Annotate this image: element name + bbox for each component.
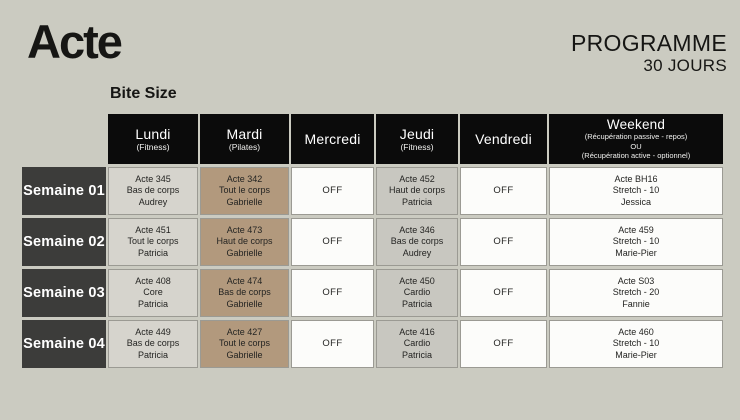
header-jeudi <box>376 114 458 164</box>
cell-line-2: Gabrielle <box>226 196 263 207</box>
header-sublabel-weekend-1: OU <box>630 141 642 151</box>
cell-line-0: Acte S03 <box>617 275 655 286</box>
cell-line-2: Audrey <box>402 247 432 258</box>
header-sublabel-weekend-0: (Récupération passive - repos) <box>584 132 688 142</box>
section-title: Bite Size <box>110 85 177 102</box>
cell-line-0: Acte BH16 <box>614 173 658 184</box>
header-lundi <box>108 114 198 164</box>
cell-row3-mardi <box>200 269 289 317</box>
cell-line-0: OFF <box>322 236 343 248</box>
cell-line-1: Tout le corps <box>218 338 271 349</box>
program-title-line2: 30 JOURS <box>643 56 727 75</box>
cell-row4-mercredi <box>291 320 374 368</box>
cell-line-0: Acte 345 <box>135 173 171 184</box>
header-label-weekend: Weekend <box>606 117 666 133</box>
header-label-jeudi: Jeudi <box>399 125 435 142</box>
cell-line-1: Bas de corps <box>126 338 180 349</box>
cell-row2-lundi <box>108 218 198 266</box>
header-label-lundi: Lundi <box>135 125 171 142</box>
cell-line-1: Stretch - 20 <box>612 287 660 298</box>
cell-line-2: Jessica <box>620 196 651 207</box>
program-title <box>571 30 727 75</box>
cell-row2-mardi <box>200 218 289 266</box>
cell-line-1: Tout le corps <box>127 236 179 247</box>
header-sublabel-jeudi-0: (Fitness) <box>400 141 434 152</box>
cell-line-2: Fannie <box>622 298 650 309</box>
program-title-line1: PROGRAMME <box>570 30 727 56</box>
cell-row3-jeudi <box>376 269 458 317</box>
cell-row4-jeudi <box>376 320 458 368</box>
header-sublabel-mardi-0: (Pilates) <box>228 141 261 152</box>
cell-line-0: Acte 452 <box>399 173 435 184</box>
cell-row3-vendredi <box>460 269 547 317</box>
header-label-mercredi: Mercredi <box>304 131 361 147</box>
cell-line-2: Gabrielle <box>226 349 263 360</box>
header-label-mardi: Mardi <box>226 125 263 142</box>
cell-line-0: Acte 408 <box>135 275 171 286</box>
week-label-row4: Semaine 04 <box>22 320 106 368</box>
cell-line-1: Stretch - 10 <box>612 338 660 349</box>
cell-row1-lundi <box>108 167 198 215</box>
week-label-row3: Semaine 03 <box>22 269 106 317</box>
cell-line-1: Bas de corps <box>126 185 180 196</box>
cell-line-2: Marie-Pier <box>615 247 657 258</box>
cell-line-0: Acte 451 <box>135 224 171 235</box>
cell-line-0: OFF <box>322 338 343 350</box>
cell-line-2: Audrey <box>138 196 168 207</box>
header-label-vendredi: Vendredi <box>475 131 532 147</box>
cell-line-1: Haut de corps <box>388 185 446 196</box>
cell-line-0: Acte 459 <box>618 224 654 235</box>
cell-line-0: Acte 342 <box>226 173 263 184</box>
cell-line-2: Patricia <box>137 298 168 309</box>
cell-row2-mercredi <box>291 218 374 266</box>
week-label-row1: Semaine 01 <box>22 167 106 215</box>
cell-line-0: Acte 449 <box>135 326 171 337</box>
cell-line-0: Acte 416 <box>399 326 435 337</box>
cell-line-0: Acte 473 <box>226 224 263 235</box>
cell-line-2: Patricia <box>401 349 432 360</box>
cell-line-2: Gabrielle <box>226 247 263 258</box>
cell-line-0: OFF <box>322 287 343 299</box>
header-mercredi <box>291 114 374 164</box>
cell-line-2: Marie-Pier <box>615 349 657 360</box>
cell-row2-weekend <box>549 218 723 266</box>
header-mardi <box>200 114 289 164</box>
cell-row4-vendredi <box>460 320 547 368</box>
cell-line-1: Core <box>143 287 163 298</box>
cell-row4-weekend <box>549 320 723 368</box>
cell-line-0: OFF <box>493 185 514 197</box>
cell-line-2: Patricia <box>137 349 168 360</box>
cell-line-0: Acte 474 <box>226 275 263 286</box>
header-weekend <box>549 114 723 164</box>
week-label-row2: Semaine 02 <box>22 218 106 266</box>
program-table <box>22 114 723 368</box>
cell-line-2: Patricia <box>137 247 168 258</box>
cell-line-0: Acte 346 <box>399 224 435 235</box>
cell-line-0: Acte 450 <box>399 275 435 286</box>
cell-row3-lundi <box>108 269 198 317</box>
cell-row3-weekend <box>549 269 723 317</box>
cell-line-2: Patricia <box>401 196 432 207</box>
cell-line-0: OFF <box>493 236 514 248</box>
cell-line-1: Stretch - 10 <box>612 236 660 247</box>
cell-line-1: Bas de corps <box>390 236 444 247</box>
cell-line-1: Tout le corps <box>218 185 271 196</box>
cell-row4-lundi <box>108 320 198 368</box>
cell-line-0: Acte 427 <box>226 326 263 337</box>
cell-row4-mardi <box>200 320 289 368</box>
header-sublabel-weekend-2: (Récupération active - optionnel) <box>581 151 691 161</box>
cell-line-0: OFF <box>493 338 514 350</box>
cell-line-1: Haut de corps <box>216 236 273 247</box>
header-sublabel-lundi-0: (Fitness) <box>136 141 170 152</box>
cell-row1-mercredi <box>291 167 374 215</box>
cell-row2-jeudi <box>376 218 458 266</box>
cell-row1-weekend <box>549 167 723 215</box>
header-vendredi <box>460 114 547 164</box>
cell-line-0: OFF <box>322 185 343 197</box>
cell-line-1: Cardio <box>403 287 431 298</box>
cell-line-2: Gabrielle <box>226 298 263 309</box>
brand-logo: Acte <box>27 15 121 68</box>
cell-row1-vendredi <box>460 167 547 215</box>
cell-row1-jeudi <box>376 167 458 215</box>
cell-line-1: Stretch - 10 <box>612 185 660 196</box>
cell-line-2: Patricia <box>401 298 432 309</box>
cell-line-0: OFF <box>493 287 514 299</box>
cell-line-1: Bas de corps <box>218 287 271 298</box>
cell-line-0: Acte 460 <box>618 326 654 337</box>
cell-row1-mardi <box>200 167 289 215</box>
cell-row2-vendredi <box>460 218 547 266</box>
cell-row3-mercredi <box>291 269 374 317</box>
table-corner-spacer <box>22 114 106 164</box>
cell-line-1: Cardio <box>403 338 431 349</box>
